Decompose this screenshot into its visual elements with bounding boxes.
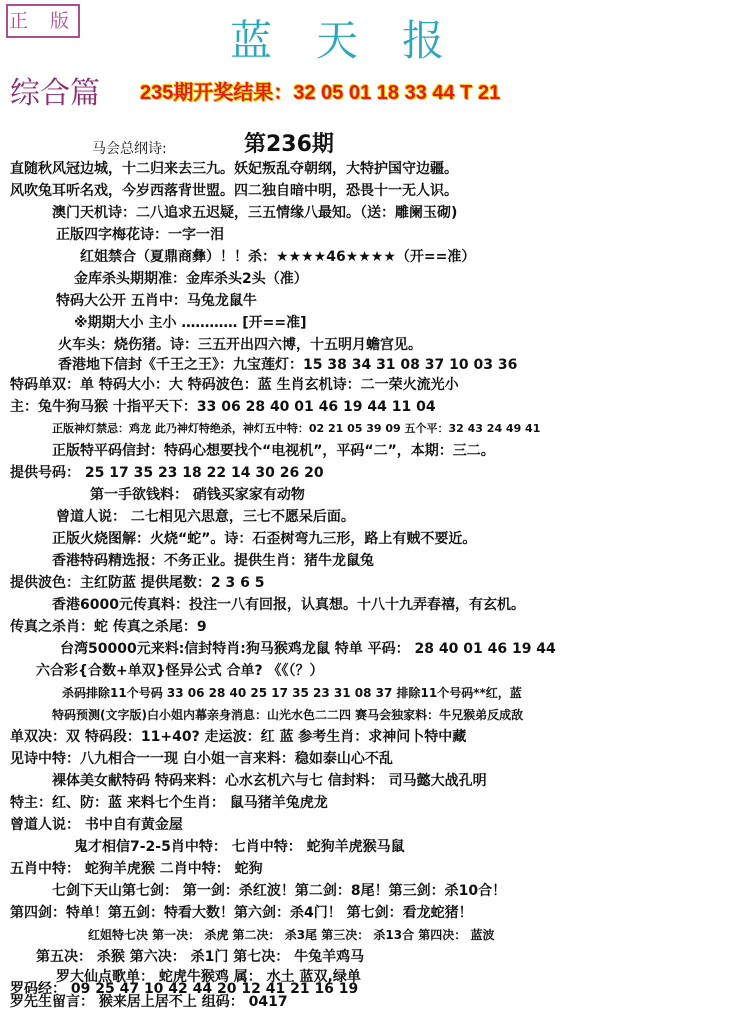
text-line: 曾道人说： 二七相见六思意，三七不愿呆后面。 — [56, 509, 355, 525]
text-line: 见诗中特：八九相合一一现 白小姐一言来料：稳如泰山心不乱 — [10, 751, 393, 767]
text-line: 特主：红、防：蓝 来料七个生肖： 鼠马猪羊兔虎龙 — [10, 795, 328, 811]
text-line: 香港特码精选报：不务正业。提供生肖：猪牛龙鼠兔 — [52, 553, 374, 569]
issue-number: 第236期 — [244, 132, 334, 157]
text-line: 提供波色：主红防蓝 提供尾数：2 3 6 5 — [10, 575, 265, 591]
text-line: 六合彩{合数+单双}怪异公式 合单? 《《（？） — [36, 663, 324, 679]
text-line: 第一手欲钱料： 硝钱买家家有动物 — [90, 487, 305, 503]
text-line: 香港6000元传真料：投注一八有回报，认真想。十八十九弄春禧，有玄机。 — [52, 597, 525, 613]
text-line: 第五决： 杀猴 第六决： 杀1门 第七决： 牛兔羊鸡马 — [36, 949, 365, 965]
text-line: 鬼才相信7-2-5肖中特： 七肖中特： 蛇狗羊虎猴马鼠 — [74, 839, 405, 855]
text-line: 马会总纲诗: — [92, 141, 167, 157]
text-line: 直随秋风冠边城，十二归来去三九。妖妃叛乱夺朝纲，大特护国守边疆。 — [10, 161, 458, 177]
text-line: 裸体美女献特码 特码来料：心水玄机六与七 信封料： 司马懿大战孔明 — [52, 773, 487, 789]
text-line: 传真之杀肖：蛇 传真之杀尾：9 — [10, 619, 207, 635]
text-line: 正版火烧图解：火烧“蛇”。诗：石歪树弯九三形，路上有贼不要近。 — [52, 531, 477, 547]
text-line: 风吹兔耳听名戏，今岁西落背世盟。四二独自暗中明，恐畏十一无人识。 — [10, 183, 458, 199]
text-line: 香港地下信封《千王之王》：九宝莲灯：15 38 34 31 08 37 10 03 36 — [58, 357, 518, 373]
text-line: 罗码经： 09 25 47 10 42 44 20 12 41 21 16 19 — [10, 981, 359, 997]
text-line: 特码单双：单 特码大小：大 特码波色：蓝 生肖玄机诗：二一荣火流光小 — [10, 377, 459, 393]
text-line: 特码预测(文字版)白小姐内幕亲身消息：山光水色二二四 赛马会独家料：牛兄猴弟反成敌 — [52, 708, 524, 722]
text-line: 杀码排除11个号码 33 06 28 40 25 17 35 23 31 08 37 排除11个号码**红，蓝 — [62, 686, 522, 700]
text-line: 七剑下天山第七剑： 第一剑：杀红波！第二剑：8尾！第三剑：杀10合！ — [52, 883, 507, 899]
text-line: 五肖中特： 蛇狗羊虎猴 二肖中特： 蛇狗 — [10, 861, 263, 877]
text-line: 红姐特七决 第一决： 杀虎 第二决： 杀3尾 第三决： 杀13合 第四决： 蓝波 — [88, 928, 495, 942]
newspaper-title: 蓝天报 — [230, 16, 489, 65]
text-line: 罗先生留言： 猴来居上居不上 组码： 0417 — [10, 994, 288, 1010]
text-line: 正版神灯禁忌：鸡龙 此乃神灯特绝杀，神灯五中特：02 21 05 39 09 五个平：32 43 24 49 41 — [52, 422, 541, 435]
text-line: ※期期大小 主小 ………… [开==准] — [74, 315, 307, 331]
text-line: 金库杀头期期准：金库杀头2头（准） — [74, 271, 308, 287]
text-line: 火车头：烧伤猪。诗：三五开出四六博，十五明月蟾宫见。 — [58, 337, 422, 353]
text-line: 澳门天机诗：二八追求五迟疑，三五情缘八最知。（送：雕阑玉砌) — [52, 205, 458, 221]
genuine-stamp: 正 版 — [6, 4, 80, 38]
section-title: 综合篇 — [10, 76, 100, 111]
text-line: 曾道人说： 书中自有黄金屋 — [10, 817, 183, 833]
text-line: 第四剑：特单！第五剑：特看大数！第六剑：杀4门！ 第七剑：看龙蛇猪！ — [10, 905, 473, 921]
previous-result-banner: 235期开奖结果：32 05 01 18 33 44 T 21 — [140, 82, 501, 104]
text-line: 提供号码： 25 17 35 23 18 22 14 30 26 20 — [10, 465, 324, 481]
text-line: 主：兔牛狗马猴 十指平天下：33 06 28 40 01 46 19 44 11 04 — [10, 399, 436, 415]
text-line: 罗大仙点歌单： 蛇虎牛猴鸡 属： 水土 蓝双,绿单 — [56, 969, 361, 985]
text-line: 正版特平码信封：特码心想要找个“电视机”，平码“二”，本期：三二。 — [52, 443, 495, 459]
text-line: 台湾50000元来料:信封特肖:狗马猴鸡龙鼠 特单 平码： 28 40 01 46 19 44 — [60, 641, 556, 657]
text-line: 正版四字梅花诗：一字一泪 — [56, 227, 224, 243]
text-line: 红姐禁合（夏鼎商彝）！！杀：★★★★46★★★★（开==准） — [80, 249, 476, 265]
text-line: 单双决：双 特码段：11+40? 走运波：红 蓝 参考生肖：求神问卜特中藏 — [10, 729, 467, 745]
text-line: 特码大公开 五肖中：马兔龙鼠牛 — [56, 293, 257, 309]
